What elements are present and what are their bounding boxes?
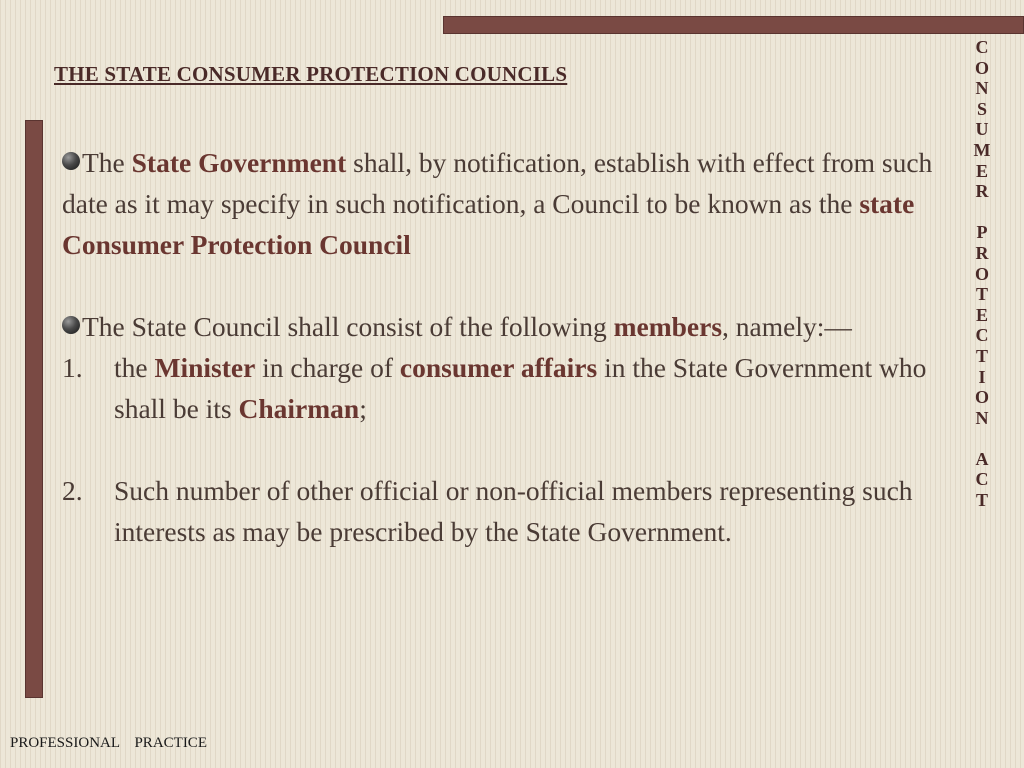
side-letter: T: [975, 284, 988, 305]
side-letter: [966, 202, 998, 223]
side-letter: C: [975, 37, 989, 57]
side-letter: C: [975, 469, 989, 490]
list-number: 1.: [62, 352, 83, 383]
paragraph-council-members: The State Council shall consist of the following members, namely:—: [62, 306, 952, 347]
sphere-bullet-icon: [62, 152, 80, 170]
side-letter: T: [975, 490, 988, 511]
left-accent-bar: [25, 120, 43, 698]
list-item: [62, 470, 952, 552]
side-letter: R: [975, 242, 989, 263]
list-number: 2.: [62, 475, 83, 506]
side-letter: N: [975, 407, 989, 428]
slide-title: THE STATE CONSUMER PROTECTION COUNCILS: [54, 62, 568, 86]
side-letter: E: [975, 304, 988, 325]
sphere-bullet-icon: [62, 316, 80, 334]
side-letter: T: [975, 345, 988, 366]
side-letter: O: [974, 57, 989, 78]
paragraph-state-government: The State Government shall, by notification, establish with effect from such date as it may specify in such notification, a Council to be known as the state Consumer Protection Council: [62, 147, 933, 260]
list-item-text: the Minister in charge of consumer affairs in the State Government who shall be its Chairman;: [114, 352, 927, 424]
side-letter: S: [976, 98, 987, 119]
side-letter: C: [975, 325, 989, 346]
side-letter: I: [978, 366, 986, 387]
side-letter: U: [975, 119, 989, 140]
side-letter: M: [973, 139, 991, 160]
side-letter: O: [974, 263, 989, 284]
side-letter: O: [974, 387, 989, 408]
side-letter: E: [975, 160, 988, 181]
top-accent-bar: [443, 16, 1024, 34]
side-letter: R: [975, 181, 989, 202]
footer-label: PROFESSIONAL PRACTICE: [10, 735, 207, 751]
side-letter: A: [975, 448, 989, 469]
side-letter: P: [976, 222, 988, 243]
side-letter: N: [975, 78, 989, 99]
side-letter: [966, 428, 998, 449]
list-item-text: Such number of other official or non-official members representing such interests as may be prescribed by the State Government.: [114, 475, 913, 547]
vertical-side-title: [966, 37, 998, 511]
list-item: [62, 347, 952, 429]
slide-body: [62, 142, 952, 552]
